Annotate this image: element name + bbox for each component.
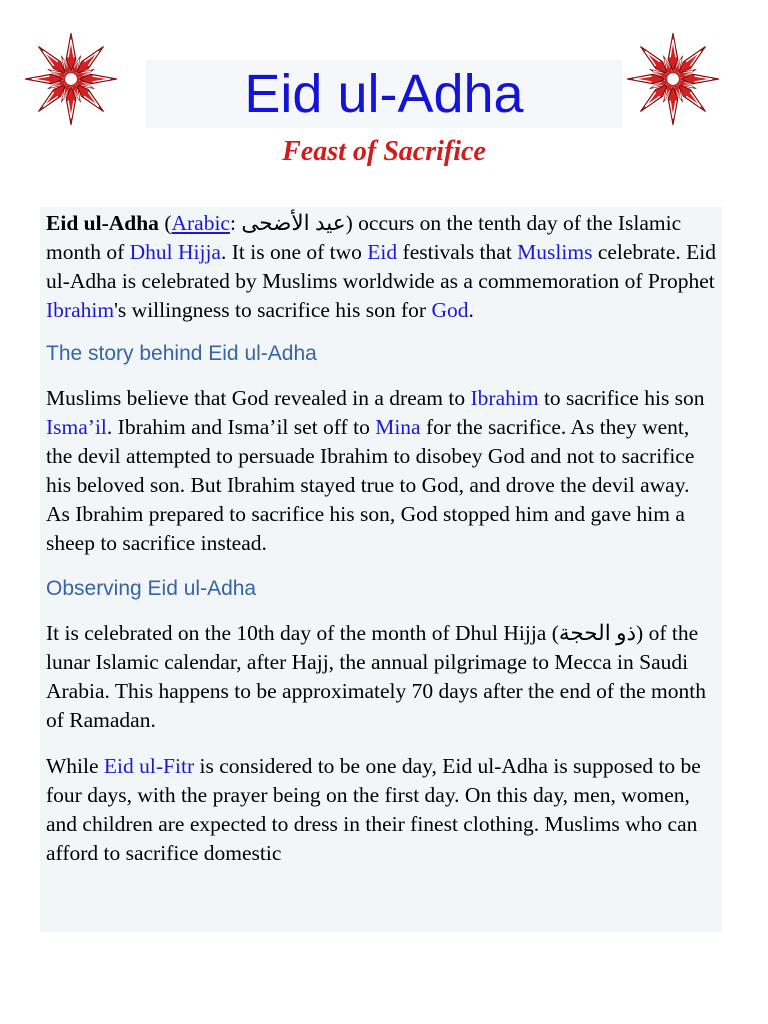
observing-paragraph-1 (46, 619, 716, 735)
article-body (40, 207, 722, 932)
observing-text: While (46, 754, 104, 778)
intro-text: . It is one of two (220, 240, 368, 264)
story-text: Muslims believe that God revealed in a dream to (46, 386, 471, 410)
page-subtitle: Feast of Sacrifice (282, 136, 486, 167)
link-muslims[interactable]: Muslims (517, 240, 593, 264)
arabic-name: عيد الأضحى (241, 211, 346, 235)
story-paragraph (46, 384, 716, 558)
observing-text: ) of the lunar Islamic calendar, after Hajj, the annual pilgrimage to Mecca in Saudi Arabia. This happens to be approximately 70 days after the end of the month of Ramadan. (46, 621, 706, 732)
eight-point-star-ornament-icon (624, 30, 722, 128)
observing-paragraph-2 (46, 752, 716, 868)
heading-story: The story behind Eid ul-Adha (46, 342, 317, 365)
page-title: Eid ul-Adha (244, 64, 524, 124)
intro-text: : (229, 211, 242, 235)
link-ismail[interactable]: Isma’il (46, 415, 107, 439)
link-eid[interactable]: Eid (367, 240, 398, 264)
link-eid-ul-fitr[interactable]: Eid ul-Fitr (103, 754, 195, 778)
title-banner (146, 60, 622, 128)
link-god[interactable]: God (431, 298, 469, 322)
intro-term: Eid ul-Adha (46, 211, 159, 235)
intro-text: ( (158, 211, 172, 235)
link-mina[interactable]: Mina (375, 415, 421, 439)
link-dhul-hijja[interactable]: Dhul Hijja (129, 240, 221, 264)
eight-point-star-ornament-icon (22, 30, 120, 128)
intro-text: festivals that (397, 240, 518, 264)
intro-paragraph (46, 209, 716, 325)
intro-text: 's willingness to sacrifice his son for (114, 298, 432, 322)
observing-text: is considered to be one day, Eid ul-Adha is supposed to be four days, with the prayer being on the first day. On this day, men, women, and children are expected to dress in their finest clothing. Muslims who can afford to sacrifice domestic (46, 754, 701, 865)
observing-text: It is celebrated on the 10th day of the month of Dhul Hijja ( (46, 621, 559, 645)
link-ibrahim[interactable]: Ibrahim (470, 386, 539, 410)
story-text: to sacrifice his son (538, 386, 705, 410)
intro-text: ) occurs on the tenth day of the Islamic month of (46, 211, 682, 264)
intro-text: celebrate. Eid ul-Adha is celebrated by Muslims worldwide as a commemoration of Prophet (46, 240, 717, 293)
link-ibrahim[interactable]: Ibrahim (46, 298, 115, 322)
story-text: . Ibrahim and Isma’il set off to (106, 415, 376, 439)
heading-observing: Observing Eid ul-Adha (46, 577, 257, 600)
story-text: for the sacrifice. As they went, the devil attempted to persuade Ibrahim to disobey God and not to sacrifice his beloved son. But Ibrahim stayed true to God, and drove the devil away. As Ibrahim prepared to sacrifice his son, God stopped him and gave him a sheep to sacrifice instead. (46, 415, 695, 555)
intro-text: . (468, 298, 474, 322)
arabic-month-name: ذو الحجة (558, 621, 637, 645)
link-arabic[interactable]: Arabic (171, 211, 230, 235)
